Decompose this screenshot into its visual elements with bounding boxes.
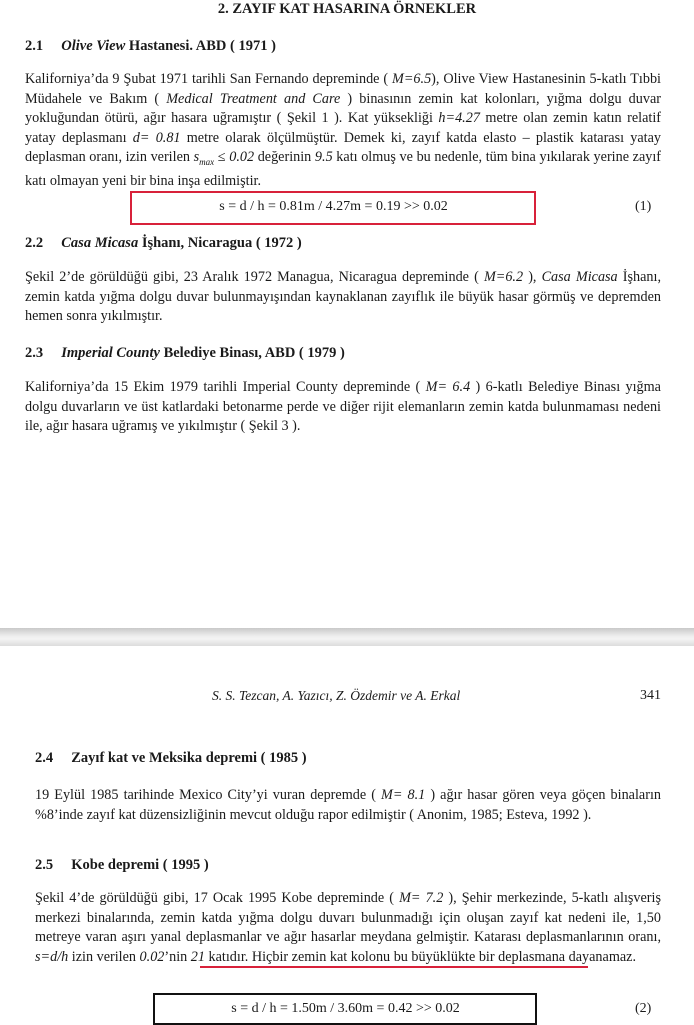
section-2-4-paragraph: 19 Eylül 1985 tarihinde Mexico City’yi vuran depremde ( M= 8.1 ) ağır hasar gören veya göçen binaların %8’inde zayıf kat düzensizliğinin mevcut olduğu rapor edilmiştir ( Anonim, 1985; Esteva, 1992 ). [35,787,661,823]
page-number: 341 [640,688,661,703]
running-header-authors: S. S. Tezcan, A. Yazıcı, Z. Özdemir ve A. Erkal [212,688,461,703]
section-2-5-heading: 2.5 Kobe depremi ( 1995 ) [35,857,209,873]
section-title: Hastanesi. ABD ( 1971 ) [125,38,276,54]
main-heading: 2. ZAYIF KAT HASARINA ÖRNEKLER [217,1,477,17]
section-number: 2.1 [25,38,44,54]
equation-number-1: (1) [635,199,652,214]
equation-number-2: (2) [635,1001,652,1016]
section-2-4-heading: 2.4 Zayıf kat ve Meksika depremi ( 1985 ) [35,750,307,766]
section-2-2-heading: 2.2 Casa Micasa İşhanı, Nicaragua ( 1972 ) [25,235,302,251]
page-lower [0,646,694,1024]
highlight-underline [200,966,588,968]
formula-1: s = d / h = 0.81m / 4.27m = 0.19 >> 0.02 [219,199,448,214]
section-2-1-heading [25,37,276,55]
formula-2: s = d / h = 1.50m / 3.60m = 0.42 >> 0.02 [231,1001,460,1016]
section-title-italic: Olive View [61,38,126,54]
section-2-3-paragraph: Kaliforniya’da 15 Ekim 1979 tarihli Imperial County depreminde ( M= 6.4 ) 6-katlı Belediye Binası yığma dolgu duvarların ve üst katlardaki betonarme perde ve diğer rijit elemanların zemin katda bulunmaması nedeni ile, ağır hasara uğramış ve yıkılmıştır ( Şekil 3 ). [25,379,661,434]
section-2-3-heading: 2.3 Imperial County Belediye Binası, ABD ( 1979 ) [25,345,345,361]
section-2-2-paragraph: Şekil 2’de görüldüğü gibi, 23 Aralık 1972 Managua, Nicaragua depreminde ( M=6.2 ), Casa Micasa İşhanı, zemin katda yığma dolgu duvar bulunmayışından kaynaklanan zayıflık ile büyük hasar görmüş ve depremden hemen sonra yıkılmıştır. [25,269,661,324]
section-2-5-paragraph: Şekil 4’de görüldüğü gibi, 17 Ocak 1995 Kobe depreminde ( M= 7.2 ), Şehir merkezinde, 5-katlı alışveriş merkezi binalarında, zemin katda yığma dolgu duvarı bulunmadığı için oluşan zayıf kat nedeni ile, 1,50 metreye varan aşırı yanal deplasmanlar ve ağır hasarlar meydana gelmiştir. Katarası deplasmanlarının oranı, s=d/h izin verilen 0.02’nin 21 katıdır. Hiçbir zemin kat kolonu bu büyüklükte bir deplasmana dayanamaz. [35,890,661,965]
section-2-1-paragraph: Kaliforniya’da 9 Şubat 1971 tarihli San Fernando depreminde ( M=6.5), Olive View Hastanesinin 5-katlı Tıbbi Müdahele ve Bakım ( Medical Treatment and Care ) binasının zemin kat kolonları, yığma dolgu duvar yokluğundan ötürü, ağır hasara uğramıştır ( Şekil 1 ). Kat yüksekliği h=4.27 metre olan zemin katın relatif yatay deplasmanı d= 0.81 metre olarak ölçülmüştür. Demek ki, zayıf katda elasto – plastik katarası yatay deplasman oranı, izin verilen $s_{max} \le 0.02$ değerinin 9.5 katı olmuş ve bu nedenle, tüm bina yıkılarak yerine zayıf katı olmayan yeni bir bina inşa edilmiştir. [25,71,662,190]
page-break-gap [0,628,694,646]
